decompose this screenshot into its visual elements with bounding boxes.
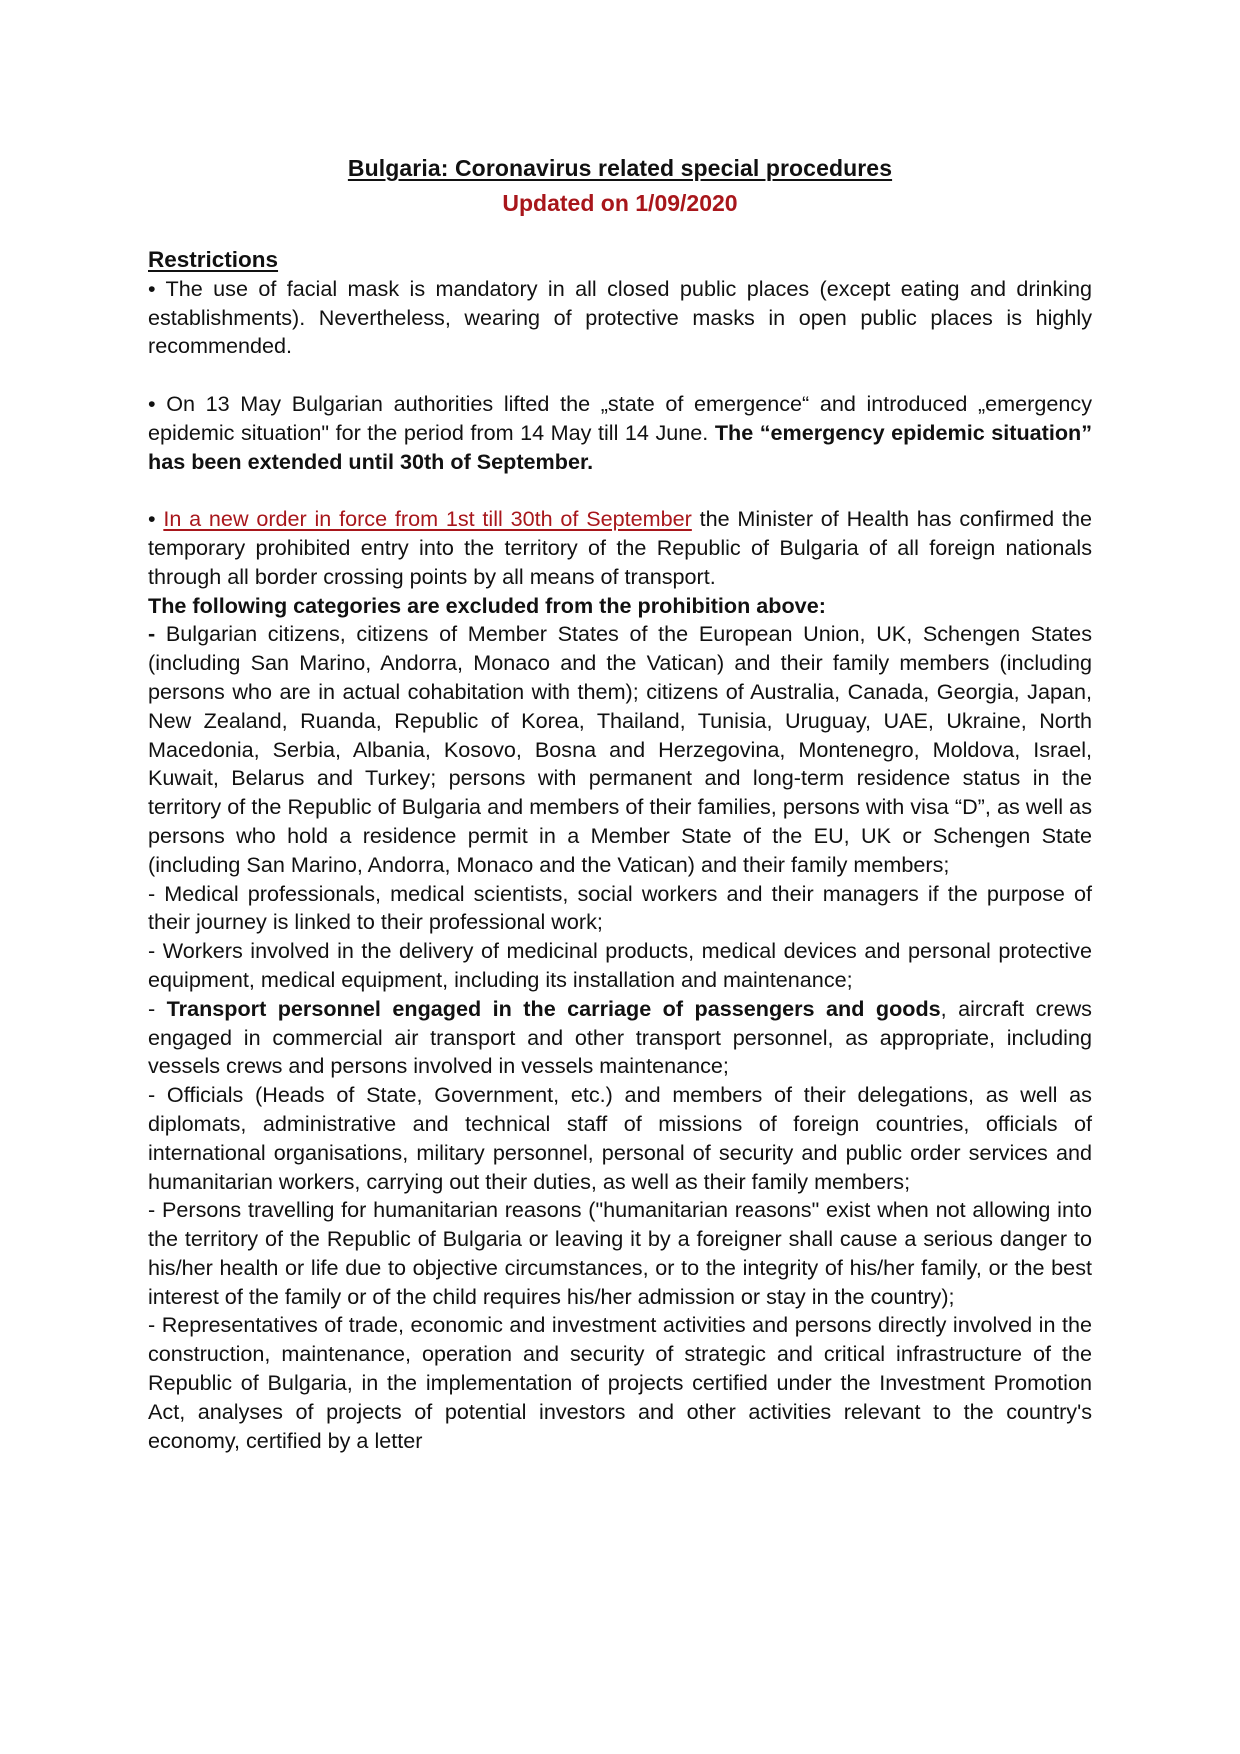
restriction-bullet-epidemic-situation bbox=[148, 390, 1092, 476]
exclusion-item bbox=[148, 1196, 1092, 1311]
exclusion-text: , aircraft crews engaged in commercial air transport and other transport personnel, as appropriate, including vessels crews and persons involved in vessels maintenance; bbox=[148, 995, 1092, 1079]
exclusion-prefix: - bbox=[148, 1312, 162, 1338]
exclusion-prefix: - bbox=[148, 1082, 167, 1108]
bullet-marker: • bbox=[148, 506, 164, 532]
exclusion-item bbox=[148, 880, 1092, 938]
exclusion-prefix: - bbox=[148, 880, 165, 906]
exclusion-prefix: - bbox=[148, 621, 166, 647]
exclusion-bold: Transport personnel engaged in the carriage of passengers and goods bbox=[166, 995, 941, 1021]
section-heading-restrictions: Restrictions bbox=[148, 247, 279, 272]
restriction-bullet-entry-ban bbox=[148, 505, 1092, 591]
epidemic-situation-extension: The “emergency epidemic situation” has been extended until 30th of September. bbox=[148, 419, 1093, 474]
entry-ban-text: the Minister of Health has confirmed the temporary prohibited entry into the territory of the Republic of Bulgaria of all foreign nationals through all border crossing points by all means of transport. bbox=[148, 506, 1092, 589]
exclusion-prefix: - bbox=[148, 995, 167, 1021]
new-order-link[interactable]: In a new order in force from 1st till 30th of September bbox=[163, 506, 692, 532]
exclusion-text: Bulgarian citizens, citizens of Member States of the European Union, UK, Schengen States (including San Marino, Andorra, Monaco and the Vatican) and their family members (including persons who are in actual cohabitation with them); citizens of Australia, Canada, Georgia, Japan, New Zealand, Ruanda, Republic of Korea, Thailand, Tunisia, Uruguay, UAE, Ukraine, North Macedonia, Serbia, Albania, Kosovo, Bosna and Herzegovina, Montenegro, Moldova, Israel, Kuwait, Belarus and Turkey; persons with permanent and long-term residence status in the territory of the Republic of Bulgaria and members of their families, persons with visa “D”, as well as persons who hold a residence permit in a Member State of the EU, UK or Schengen State (including San Marino, Andorra, Monaco and the Vatican) and their family members; bbox=[148, 621, 1092, 877]
exclusion-item bbox=[148, 1311, 1092, 1455]
document-body bbox=[148, 246, 1092, 1455]
exclusion-text: Officials (Heads of State, Government, etc.) and members of their delegations, as well as diplomats, administrative and technical staff of missions of foreign countries, officials of international organisations, military personnel, personal of security and public order services and humanitarian workers, carrying out their duties, as well as their family members; bbox=[148, 1082, 1092, 1194]
exclusion-text: Persons travelling for humanitarian reasons ("humanitarian reasons" exist when not allowing into the territory of the Republic of Bulgaria or leaving it by a foreigner shall cause a serious danger to his/her health or life due to objective circumstances, or to the integrity of his/her family, or the best interest of the family or of the child requires his/her admission or stay in the country); bbox=[148, 1197, 1092, 1309]
exclusion-text: Workers involved in the delivery of medicinal products, medical devices and personal protective equipment, medical equipment, including its installation and maintenance; bbox=[148, 938, 1092, 992]
exclusion-item bbox=[148, 1081, 1092, 1196]
epidemic-situation-text: • On 13 May Bulgarian authorities lifted the „state of emergence“ and introduced „emergency epidemic situation" for the period from 14 May till 14 June. bbox=[148, 390, 1092, 445]
paragraph-spacer bbox=[148, 476, 1092, 505]
document-header bbox=[0, 152, 1240, 220]
exclusion-item bbox=[148, 620, 1092, 879]
exclusion-item bbox=[148, 995, 1092, 1081]
exclusions-heading: The following categories are excluded from the prohibition above: bbox=[148, 592, 826, 618]
exclusion-item bbox=[148, 937, 1092, 995]
restriction-bullet-masks: • The use of facial mask is mandatory in all closed public places (except eating and drinking establishments). Nevertheless, wearing of protective masks in open public places is highly recommended. bbox=[148, 275, 1092, 359]
updated-date: Updated on 1/09/2020 bbox=[502, 190, 738, 216]
document-title: Bulgaria: Coronavirus related special procedures bbox=[347, 155, 893, 181]
exclusion-prefix: - bbox=[148, 1197, 162, 1223]
exclusion-text: Medical professionals, medical scientists, social workers and their managers if the purpose of their journey is linked to their professional work; bbox=[148, 880, 1092, 935]
exclusion-prefix: - bbox=[148, 938, 163, 964]
paragraph-spacer bbox=[148, 361, 1092, 390]
exclusion-text: Representatives of trade, economic and investment activities and persons directly involved in the construction, maintenance, operation and security of strategic and critical infrastructure of the Republic of Bulgaria, in the implementation of projects certified under the Investment Promotion Act, analyses of projects of potential investors and other activities relevant to the country's economy, certified by a letter bbox=[148, 1312, 1092, 1453]
